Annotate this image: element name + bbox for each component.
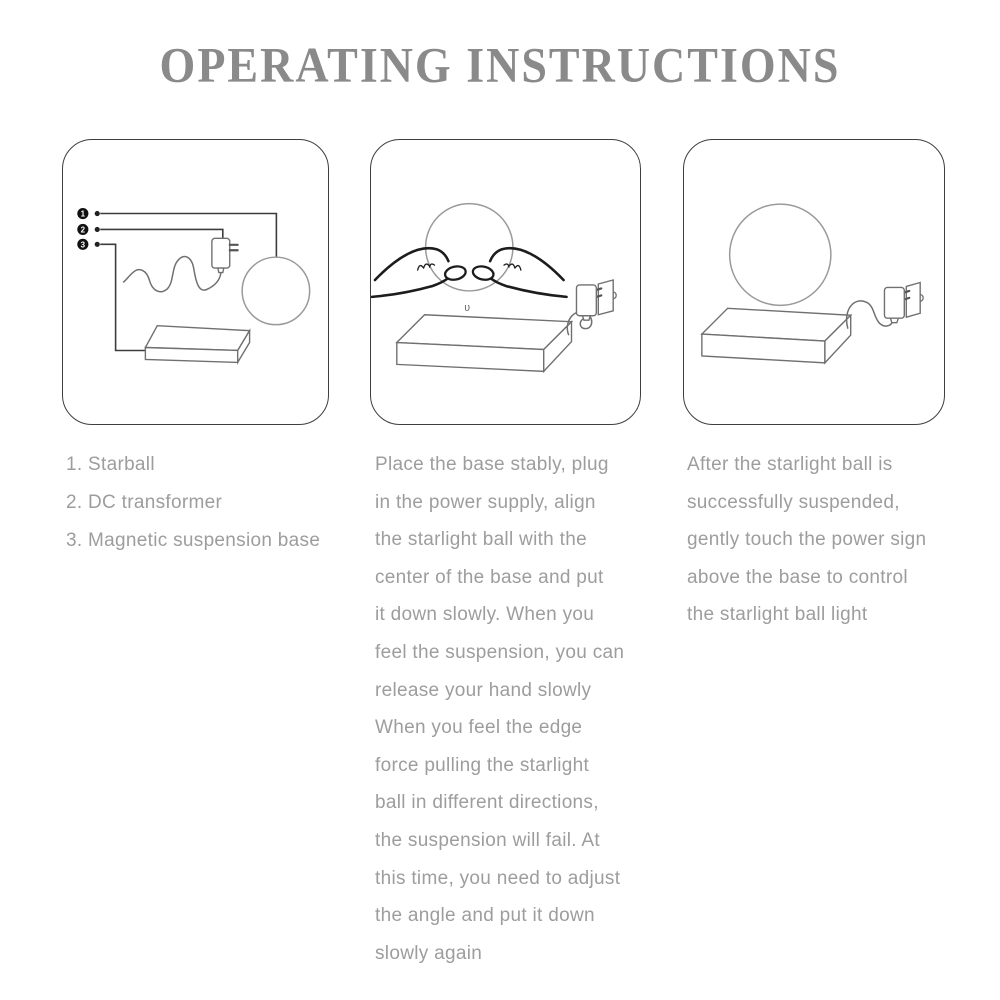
caption-line: ball in different directions,	[375, 792, 599, 814]
caption-line: the suspension will fail. At	[375, 829, 600, 851]
caption-line: successfully suspended,	[687, 491, 900, 513]
parts-list-item: 3. Magnetic suspension base	[66, 530, 321, 551]
caption-line: slowly again	[375, 942, 483, 964]
parts-wiring-diagram	[63, 140, 328, 424]
svg-text:1: 1	[80, 209, 86, 219]
power-cable	[124, 257, 221, 292]
svg-text:3: 3	[80, 240, 86, 250]
badge-2	[77, 224, 100, 235]
panel-place-ball	[370, 139, 641, 425]
caption-line: feel the suspension, you can	[375, 641, 625, 663]
dc-transformer-icon	[576, 285, 601, 320]
starball-icon	[242, 257, 309, 324]
caption-line: above the base to control	[687, 566, 908, 588]
parts-list-item: 1. Starball	[66, 454, 155, 475]
svg-text:2: 2	[80, 225, 86, 235]
step-place-caption	[375, 446, 624, 972]
suspension-base-icon	[145, 326, 249, 363]
caption-line: the starlight ball with the	[375, 529, 587, 551]
panel-components	[62, 139, 329, 425]
wall-outlet-icon	[598, 280, 616, 315]
suspension-base-icon	[397, 315, 572, 372]
suspension-base-icon	[702, 308, 851, 363]
dc-transformer-icon	[884, 287, 909, 322]
step-touch-caption	[687, 446, 926, 634]
leader-line-2	[100, 229, 223, 238]
badge-1	[77, 208, 100, 219]
caption-line: gently touch the power sign	[687, 529, 927, 551]
leader-line-1	[100, 214, 276, 258]
caption-line: When you feel the edge	[375, 717, 583, 739]
parts-list-item: 2. DC transformer	[66, 492, 223, 513]
caption-line: the angle and put it down	[375, 905, 595, 927]
dc-transformer-icon	[124, 238, 238, 291]
caption-line: in the power supply, align	[375, 491, 596, 513]
leader-line-3	[100, 244, 145, 350]
caption-line: it down slowly. When you	[375, 604, 595, 626]
parts-list	[66, 446, 320, 560]
levitating-ball-diagram	[684, 140, 944, 424]
caption-line: this time, you need to adjust	[375, 867, 621, 889]
hands-placing-ball-diagram	[371, 140, 640, 424]
lower-slowly-symbol: ʋ	[464, 301, 471, 314]
caption-line: After the starlight ball is	[687, 454, 893, 475]
caption-line: force pulling the starlight	[375, 754, 590, 776]
caption-line: Place the base stably, plug	[375, 454, 609, 475]
page-title: OPERATING INSTRUCTIONS	[159, 37, 841, 93]
panel-levitating-ball	[683, 139, 945, 425]
starball-icon	[426, 204, 513, 291]
wall-outlet-icon	[906, 282, 923, 317]
badge-3	[77, 239, 100, 250]
caption-line: release your hand slowly	[375, 679, 592, 701]
caption-line: the starlight ball light	[687, 604, 868, 626]
starball-icon	[730, 204, 831, 305]
caption-line: center of the base and put	[375, 566, 604, 588]
